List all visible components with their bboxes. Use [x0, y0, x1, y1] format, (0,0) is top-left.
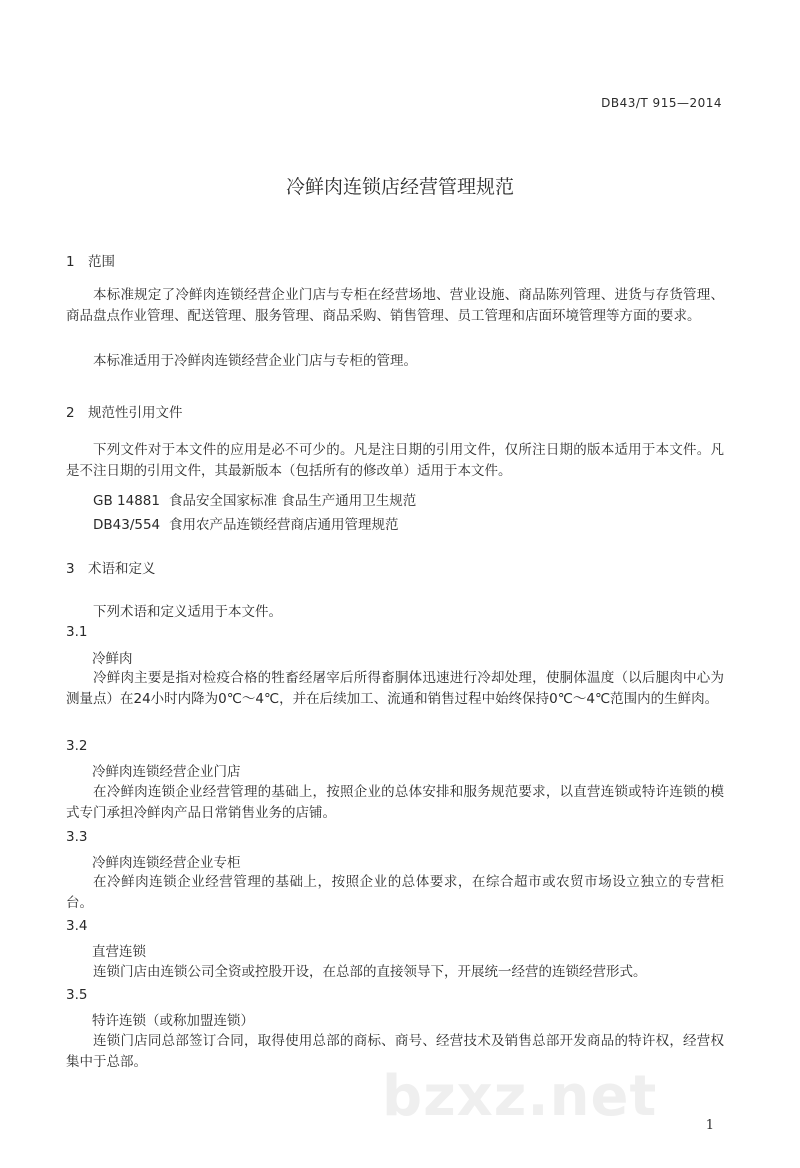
- reference-code: GB 14881: [93, 493, 160, 509]
- term-definition: 冷鲜肉主要是指对检疫合格的牲畜经屠宰后所得畜胴体迅速进行冷却处理，使胴体温度（以后腿肉中心为测量点）在24小时内降为0℃～4℃，并在后续加工、流通和销售过程中始终保持0℃～4℃范围内的生鲜肉。: [66, 670, 724, 707]
- reference-title: 食用农产品连锁经营商店通用管理规范: [169, 517, 399, 533]
- reference-title: 食品安全国家标准 食品生产通用卫生规范: [169, 493, 417, 509]
- term-name: 冷鲜肉连锁经营企业专柜: [92, 855, 241, 871]
- term-definition: 连锁门店同总部签订合同，取得使用总部的商标、商号、经营技术及销售总部开发商品的特许权，经营权集中于总部。: [66, 1033, 724, 1070]
- scope-paragraph-2: 本标准适用于冷鲜肉连锁经营企业门店与专柜的管理。: [93, 353, 417, 369]
- clause-number: 3.2: [66, 738, 88, 754]
- section-number: 3: [66, 561, 75, 577]
- reference-item: [93, 489, 416, 509]
- term-name: 特许连锁（或称加盟连锁）: [92, 1013, 254, 1029]
- standard-code: DB43/T 915—2014: [601, 96, 722, 110]
- term-name: 冷鲜肉: [92, 651, 133, 667]
- term-name: 直营连锁: [92, 944, 146, 960]
- scope-paragraph-1: 本标准规定了冷鲜肉连锁经营企业门店与专柜在经营场地、营业设施、商品陈列管理、进货与存货管理、商品盘点作业管理、配送管理、服务管理、商品采购、销售管理、员工管理和店面环境管理等方面的要求。: [66, 287, 724, 324]
- reference-item: [93, 513, 399, 533]
- reference-code: DB43/554: [93, 517, 161, 533]
- clause-number: 3.5: [66, 987, 88, 1003]
- term-definition: 在冷鲜肉连锁企业经营管理的基础上，按照企业的总体要求，在综合超市或农贸市场设立独立的专营柜台。: [66, 874, 724, 911]
- document-title: 冷鲜肉连锁店经营管理规范: [285, 176, 514, 198]
- clause-number: 3.1: [66, 624, 88, 640]
- term-definition: 连锁门店由连锁公司全资或控股开设，在总部的直接领导下，开展统一经营的连锁经营形式。: [93, 964, 647, 980]
- clause-number: 3.4: [66, 918, 88, 934]
- term-name: 冷鲜肉连锁经营企业门店: [92, 764, 241, 780]
- normative-references-paragraph: 下列文件对于本文件的应用是必不可少的。凡是注日期的引用文件，仅所注日期的版本适用于本文件。凡是不注日期的引用文件，其最新版本（包括所有的修改单）适用于本文件。: [66, 442, 724, 479]
- section-number: 1: [66, 254, 75, 270]
- clause-number: 3.3: [66, 829, 88, 845]
- section-title: 范围: [88, 254, 115, 270]
- section-2-heading: [66, 401, 183, 421]
- page-number: 1: [705, 1118, 714, 1133]
- section-3-heading: [66, 557, 156, 577]
- term-definition: 在冷鲜肉连锁企业经营管理的基础上，按照企业的总体安排和服务规范要求，以直营连锁或特许连锁的模式专门承担冷鲜肉产品日常销售业务的店铺。: [66, 784, 724, 821]
- terms-intro: 下列术语和定义适用于本文件。: [93, 604, 282, 620]
- section-title: 规范性引用文件: [88, 405, 183, 421]
- section-title: 术语和定义: [88, 561, 156, 577]
- section-1-heading: [66, 250, 115, 270]
- watermark: bzxz.net: [382, 1064, 658, 1129]
- section-number: 2: [66, 405, 75, 421]
